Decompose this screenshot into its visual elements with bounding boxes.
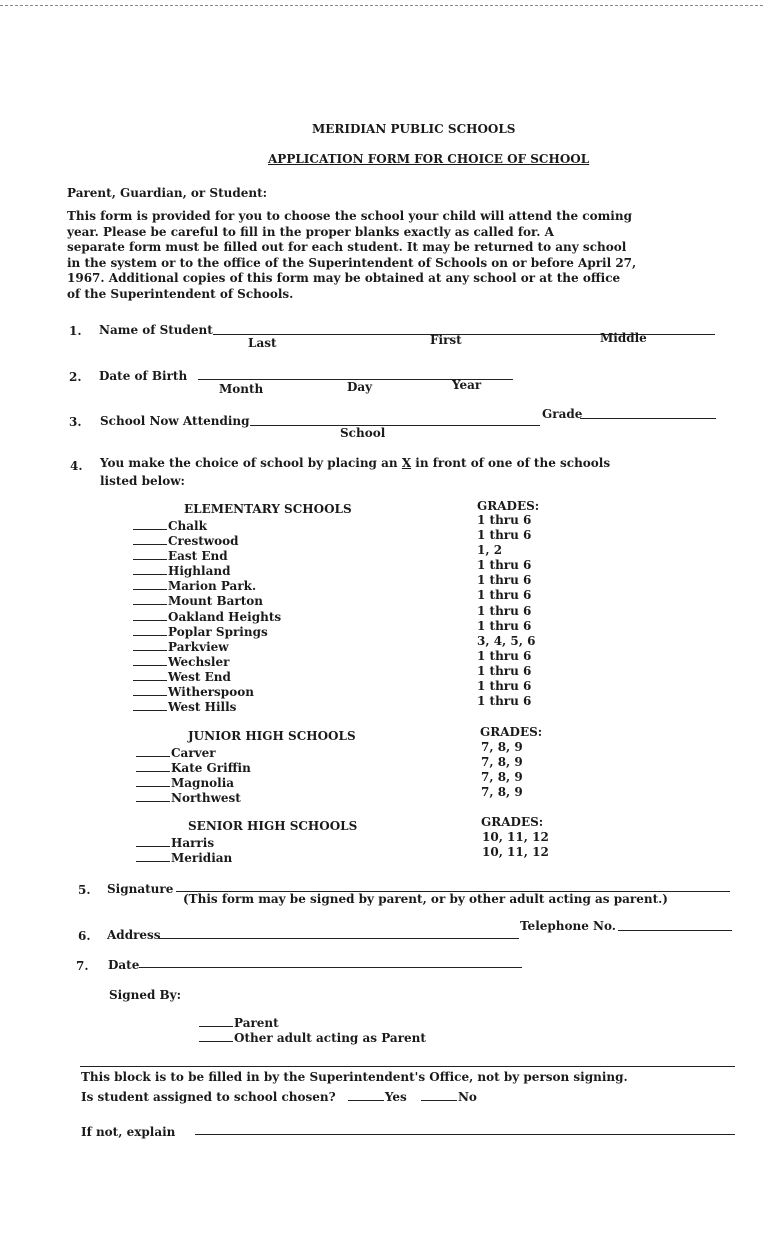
school-grades: 10, 11, 12 <box>482 845 549 860</box>
choice-blank[interactable] <box>133 533 167 545</box>
choice-blank[interactable] <box>133 578 167 590</box>
office-assignment-question <box>81 1089 477 1104</box>
school-name: Meridian <box>171 851 233 866</box>
q4-instruction-a: You make the choice of school by placing an <box>100 456 402 470</box>
other-adult-blank[interactable] <box>199 1030 233 1042</box>
q6-phone-label: Telephone No. <box>520 919 616 933</box>
school-option <box>133 699 281 714</box>
school-grades: 1 thru 6 <box>477 663 532 678</box>
q5-note: (This form may be signed by parent, or by other adult acting as parent.) <box>183 892 668 906</box>
office-block-divider <box>80 1066 735 1067</box>
yes-label: Yes <box>384 1090 407 1104</box>
school-option <box>136 850 232 865</box>
choice-blank[interactable] <box>133 563 167 575</box>
q6-label: Address <box>107 928 161 942</box>
parent-blank[interactable] <box>199 1015 233 1027</box>
q1-number: 1. <box>69 324 82 338</box>
address-field[interactable] <box>159 938 519 939</box>
school-name: Oakland Heights <box>168 609 282 624</box>
choice-blank[interactable] <box>133 639 167 651</box>
page-top-edge <box>0 5 763 6</box>
choice-blank[interactable] <box>133 699 167 711</box>
school-option <box>133 593 281 608</box>
school-name: Poplar Springs <box>168 624 268 639</box>
office-question-text: Is student assigned to school chosen? <box>81 1090 336 1104</box>
q1-middle-caption: Middle <box>600 331 647 345</box>
school-option <box>136 760 251 775</box>
no-blank[interactable] <box>421 1089 457 1101</box>
choice-blank[interactable] <box>133 624 167 636</box>
school-name: Harris <box>171 836 215 850</box>
junior-grades-list <box>481 740 523 800</box>
choice-blank[interactable] <box>136 835 170 847</box>
school-name: Kate Griffin <box>171 761 251 776</box>
explain-label: If not, explain <box>81 1125 176 1139</box>
school-grades: 1 thru 6 <box>477 618 532 633</box>
intro-line: This form is provided for you to choose the school your child will attend the coming <box>67 209 632 223</box>
school-now-attending-field[interactable] <box>250 425 540 426</box>
school-option <box>133 684 281 699</box>
school-name: Magnolia <box>171 776 235 791</box>
yes-blank[interactable] <box>348 1089 384 1101</box>
intro-line: year. Please be careful to fill in the proper blanks exactly as called for. A <box>67 224 554 239</box>
school-name: Crestwood <box>168 534 239 549</box>
office-instruction: This block is to be filled in by the Superintendent's Office, not by person signing. <box>81 1070 628 1084</box>
school-grades: 3, 4, 5, 6 <box>477 633 536 648</box>
senior-school-list <box>136 835 232 865</box>
grade-field[interactable] <box>580 418 716 419</box>
senior-grades-list <box>482 830 549 860</box>
q2-day-caption: Day <box>347 380 373 394</box>
elementary-heading: ELEMENTARY SCHOOLS <box>184 502 352 516</box>
school-grades: 7, 8, 9 <box>481 770 523 785</box>
school-option <box>136 775 251 790</box>
choice-blank[interactable] <box>133 654 167 666</box>
q1-first-caption: First <box>430 333 462 347</box>
q4-number: 4. <box>70 459 83 473</box>
no-label: No <box>457 1090 477 1104</box>
school-grades: 1 thru 6 <box>477 588 532 603</box>
q7-number: 7. <box>76 959 89 973</box>
school-grades: 1 thru 6 <box>477 558 532 573</box>
choice-blank[interactable] <box>133 548 167 560</box>
school-grades: 1 thru 6 <box>477 528 532 543</box>
choice-blank[interactable] <box>136 760 170 772</box>
q2-number: 2. <box>69 370 82 384</box>
q3-school-caption: School <box>340 426 386 440</box>
signed-by-other-option <box>199 1030 426 1045</box>
choice-blank[interactable] <box>133 518 167 530</box>
signed-by-parent-option <box>199 1015 279 1030</box>
junior-grades-heading: GRADES: <box>480 725 543 739</box>
school-name: Highland <box>168 564 231 579</box>
school-grades: 1 thru 6 <box>477 573 532 588</box>
choice-blank[interactable] <box>133 669 167 681</box>
junior-heading: JUNIOR HIGH SCHOOLS <box>188 729 356 743</box>
intro-line: in the system or to the office of the Superintendent of Schools on or before April 27, <box>67 255 637 270</box>
school-option <box>133 609 281 624</box>
school-grades: 10, 11, 12 <box>482 830 549 844</box>
q1-label: Name of Student <box>99 323 213 337</box>
intro-paragraph <box>67 209 707 302</box>
q5-label: Signature <box>107 882 174 896</box>
school-option <box>133 518 281 533</box>
school-grades: 7, 8, 9 <box>481 755 523 770</box>
school-option <box>136 835 232 850</box>
school-grades: 1 thru 6 <box>477 679 532 694</box>
q5-number: 5. <box>78 883 91 897</box>
q3-grade-label: Grade <box>542 407 583 421</box>
elementary-grades-heading: GRADES: <box>477 499 540 513</box>
q7-label: Date <box>108 958 140 972</box>
q1-last-caption: Last <box>248 336 277 350</box>
school-name: Parkview <box>168 639 229 654</box>
q2-month-caption: Month <box>219 382 264 396</box>
school-option <box>133 533 281 548</box>
q3-number: 3. <box>69 415 82 429</box>
form-title: APPLICATION FORM FOR CHOICE OF SCHOOL <box>268 152 590 166</box>
school-option <box>133 548 281 563</box>
senior-grades-heading: GRADES: <box>481 815 544 829</box>
q4-instruction-b: in front of one of the schools <box>411 456 611 470</box>
date-field[interactable] <box>139 967 522 968</box>
school-name: Witherspoon <box>168 685 254 700</box>
school-grades: 7, 8, 9 <box>481 785 523 800</box>
q4-instruction <box>100 456 610 470</box>
choice-blank[interactable] <box>136 775 170 787</box>
school-option <box>133 563 281 578</box>
choice-blank[interactable] <box>133 684 167 696</box>
choice-blank[interactable] <box>136 850 170 862</box>
school-grades: 7, 8, 9 <box>481 740 523 754</box>
school-option <box>133 654 281 669</box>
choice-blank[interactable] <box>133 609 167 621</box>
school-name: Mount Barton <box>168 594 263 609</box>
school-name: West End <box>168 669 231 684</box>
choice-blank[interactable] <box>133 593 167 605</box>
school-grades: 1 thru 6 <box>477 648 532 663</box>
q2-year-caption: Year <box>452 378 482 392</box>
parent-label: Parent <box>234 1016 279 1030</box>
school-option <box>133 578 281 593</box>
q3-label: School Now Attending <box>100 414 250 428</box>
school-name: Marion Park. <box>168 579 257 594</box>
school-name: Wechsler <box>168 654 230 669</box>
district-title: MERIDIAN PUBLIC SCHOOLS <box>312 122 516 136</box>
school-option <box>136 745 251 760</box>
school-option <box>133 669 281 684</box>
explain-field[interactable] <box>195 1134 735 1135</box>
choice-blank[interactable] <box>136 790 170 802</box>
telephone-field[interactable] <box>618 930 732 931</box>
signed-by-label: Signed By: <box>109 988 182 1002</box>
intro-line: separate form must be filled out for each student. It may be returned to any school <box>67 240 627 254</box>
school-name: East End <box>168 549 228 564</box>
elementary-grades-list <box>477 513 535 709</box>
school-name: West Hills <box>168 700 237 715</box>
intro-line: of the Superintendent of Schools. <box>67 286 294 301</box>
school-option <box>133 624 281 639</box>
q4-instruction-line2: listed below: <box>100 474 185 488</box>
school-grades: 1, 2 <box>477 543 503 558</box>
school-name: Northwest <box>171 791 241 806</box>
school-option <box>136 790 251 805</box>
q4-x-mark: X <box>401 456 412 470</box>
school-grades: 1 thru 6 <box>477 694 532 709</box>
junior-school-list <box>136 745 251 805</box>
salutation: Parent, Guardian, or Student: <box>67 186 268 200</box>
senior-heading: SENIOR HIGH SCHOOLS <box>188 819 358 833</box>
q2-label: Date of Birth <box>99 369 188 383</box>
choice-blank[interactable] <box>136 745 170 757</box>
school-grades: 1 thru 6 <box>477 603 532 618</box>
intro-line: 1967. Additional copies of this form may be obtained at any school or at the office <box>67 271 621 285</box>
other-adult-label: Other adult acting as Parent <box>234 1031 426 1045</box>
elementary-school-list <box>133 518 281 714</box>
school-name: Carver <box>171 746 216 760</box>
school-grades: 1 thru 6 <box>477 513 532 527</box>
school-option <box>133 639 281 654</box>
q6-number: 6. <box>78 929 91 943</box>
school-name: Chalk <box>168 519 207 533</box>
